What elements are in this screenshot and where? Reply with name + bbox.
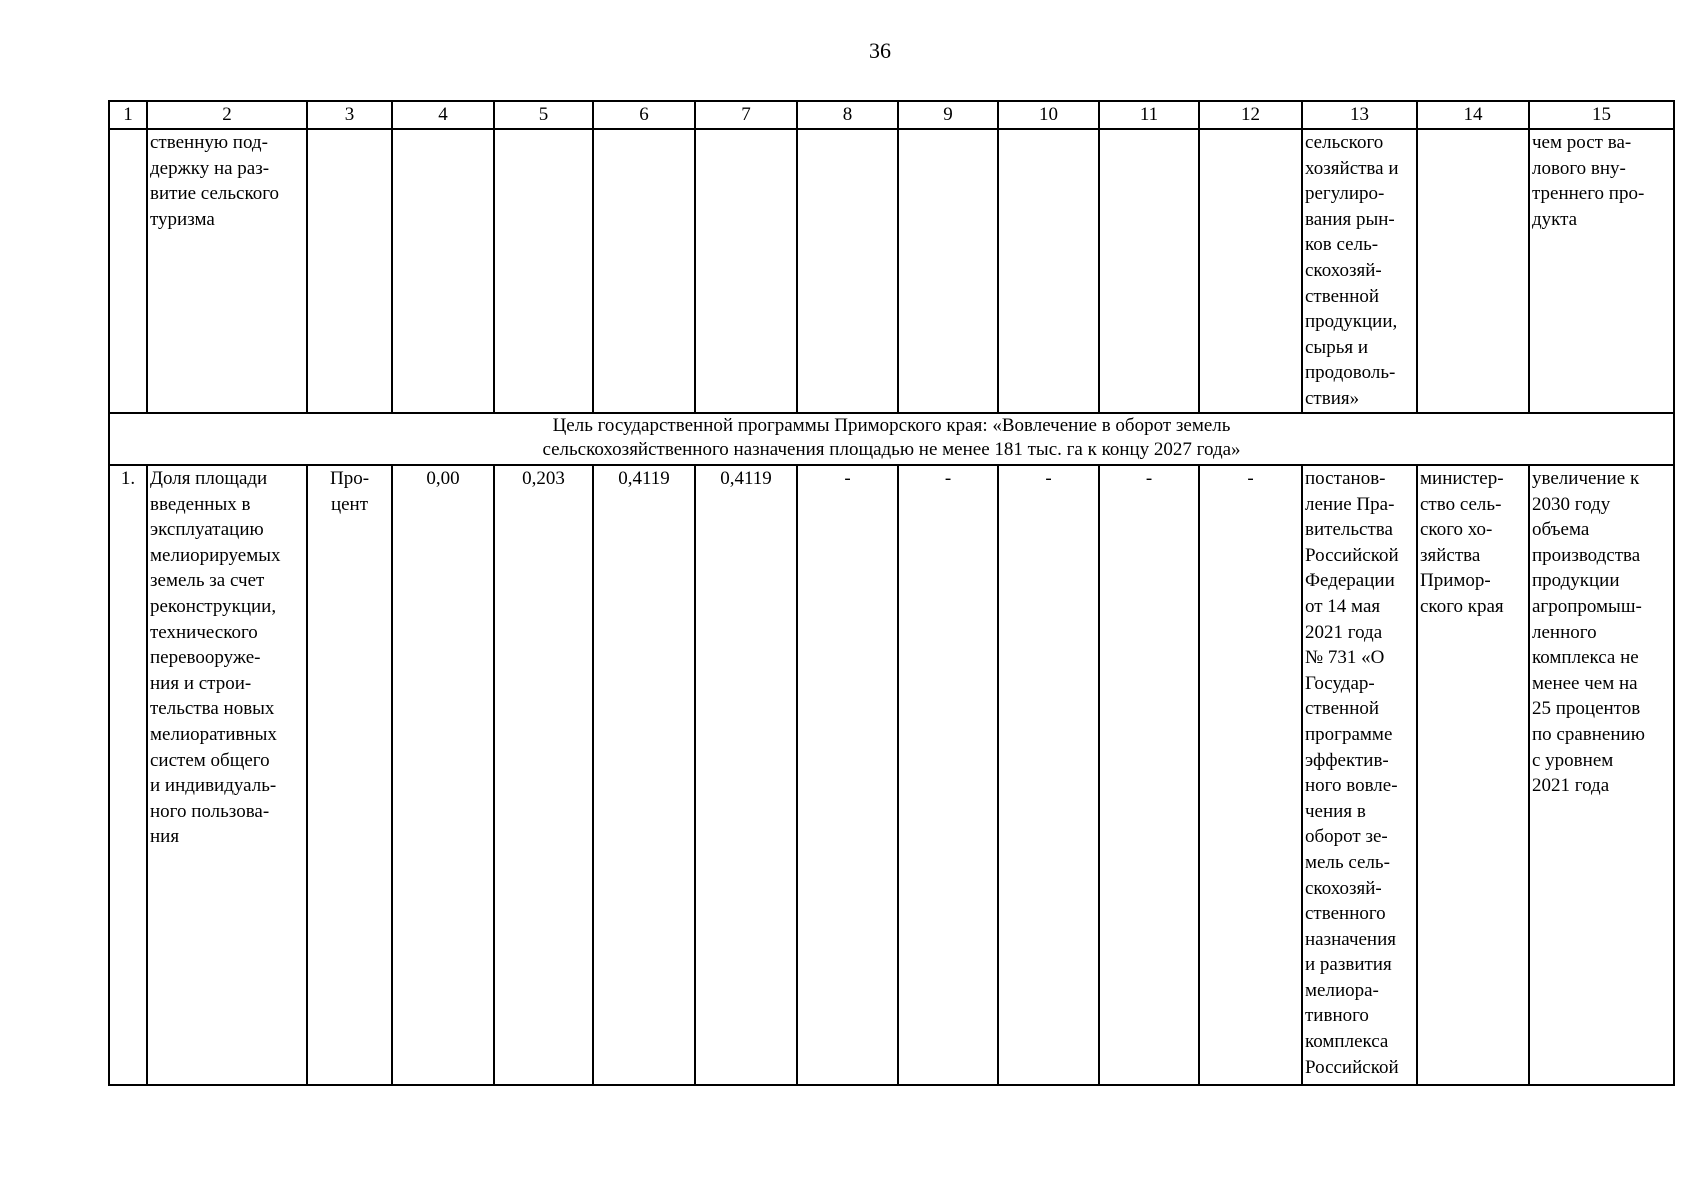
program-goal: Цель государственной программы Приморского края: «Вовлечение в оборот земель сельскохозяйственного назначения площадью не менее 181 тыс. га к концу 2027 года» <box>109 413 1674 465</box>
value-cell: - <box>998 465 1099 1085</box>
header-cell: 6 <box>593 101 695 129</box>
header-cell: 13 <box>1302 101 1417 129</box>
goal-row <box>109 413 1674 465</box>
header-cell: 9 <box>898 101 998 129</box>
result-cell: чем рост ва- лового вну- треннего про- дукта <box>1529 129 1674 413</box>
document-cell: постанов- ление Пра- вительства Российской Федерации от 14 мая 2021 года № 731 «О Государ- ственной программе эффектив- ного вовле- чения в оборот зе- мель сель- скохозяй- ственного назначения и развития мелиора- тивного комплекса Российской <box>1302 465 1417 1085</box>
row-number: 1. <box>109 465 147 1085</box>
header-cell: 5 <box>494 101 593 129</box>
continuation-row <box>109 129 1674 413</box>
header-cell: 4 <box>392 101 494 129</box>
table-cell <box>109 129 147 413</box>
indicators-table <box>108 100 1675 1086</box>
table-cell <box>797 129 898 413</box>
header-cell: 8 <box>797 101 898 129</box>
result-cell: увеличение к 2030 году объема производства продукции агропромыш- ленного комплекса не менее чем на 25 процентов по сравнению с уровнем 2021 года <box>1529 465 1674 1085</box>
value-cell: 0,4119 <box>593 465 695 1085</box>
header-cell: 10 <box>998 101 1099 129</box>
value-cell: - <box>1199 465 1302 1085</box>
table-cell <box>1199 129 1302 413</box>
table-cell <box>898 129 998 413</box>
table-row <box>109 465 1674 1085</box>
table-cell <box>307 129 392 413</box>
table-cell <box>494 129 593 413</box>
value-cell: - <box>1099 465 1199 1085</box>
value-cell: 0,4119 <box>695 465 797 1085</box>
header-cell: 11 <box>1099 101 1199 129</box>
value-cell: 0,203 <box>494 465 593 1085</box>
value-cell: 0,00 <box>392 465 494 1085</box>
header-cell: 1 <box>109 101 147 129</box>
page-number: 36 <box>869 38 891 63</box>
header-cell: 14 <box>1417 101 1529 129</box>
responsible-cell: министер- ство сель- ского хо- зяйства Примор- ского края <box>1417 465 1529 1085</box>
header-cell: 15 <box>1529 101 1674 129</box>
table-cell <box>695 129 797 413</box>
table-cell <box>1417 129 1529 413</box>
header-cell: 3 <box>307 101 392 129</box>
header-cell: 7 <box>695 101 797 129</box>
unit-cell: Про- цент <box>307 465 392 1085</box>
table-cell <box>1099 129 1199 413</box>
indicator-name-cell: Доля площади введенных в эксплуатацию мелиорируемых земель за счет реконструкции, технического перевооруже- ния и строи- тельства новых мелиоративных систем общего и индивидуаль- ного пользова- ния <box>147 465 307 1085</box>
document-cell: сельского хозяйства и регулиро- вания рын- ков сель- скохозяй- ственной продукции, сырья и продоволь- ствия» <box>1302 129 1417 413</box>
table-cell <box>998 129 1099 413</box>
value-cell: - <box>898 465 998 1085</box>
value-cell: - <box>797 465 898 1085</box>
header-cell: 2 <box>147 101 307 129</box>
table-cell <box>392 129 494 413</box>
table-cell <box>593 129 695 413</box>
indicator-name-cell: ственную под- держку на раз- витие сельского туризма <box>147 129 307 413</box>
header-row <box>109 101 1674 129</box>
header-cell: 12 <box>1199 101 1302 129</box>
